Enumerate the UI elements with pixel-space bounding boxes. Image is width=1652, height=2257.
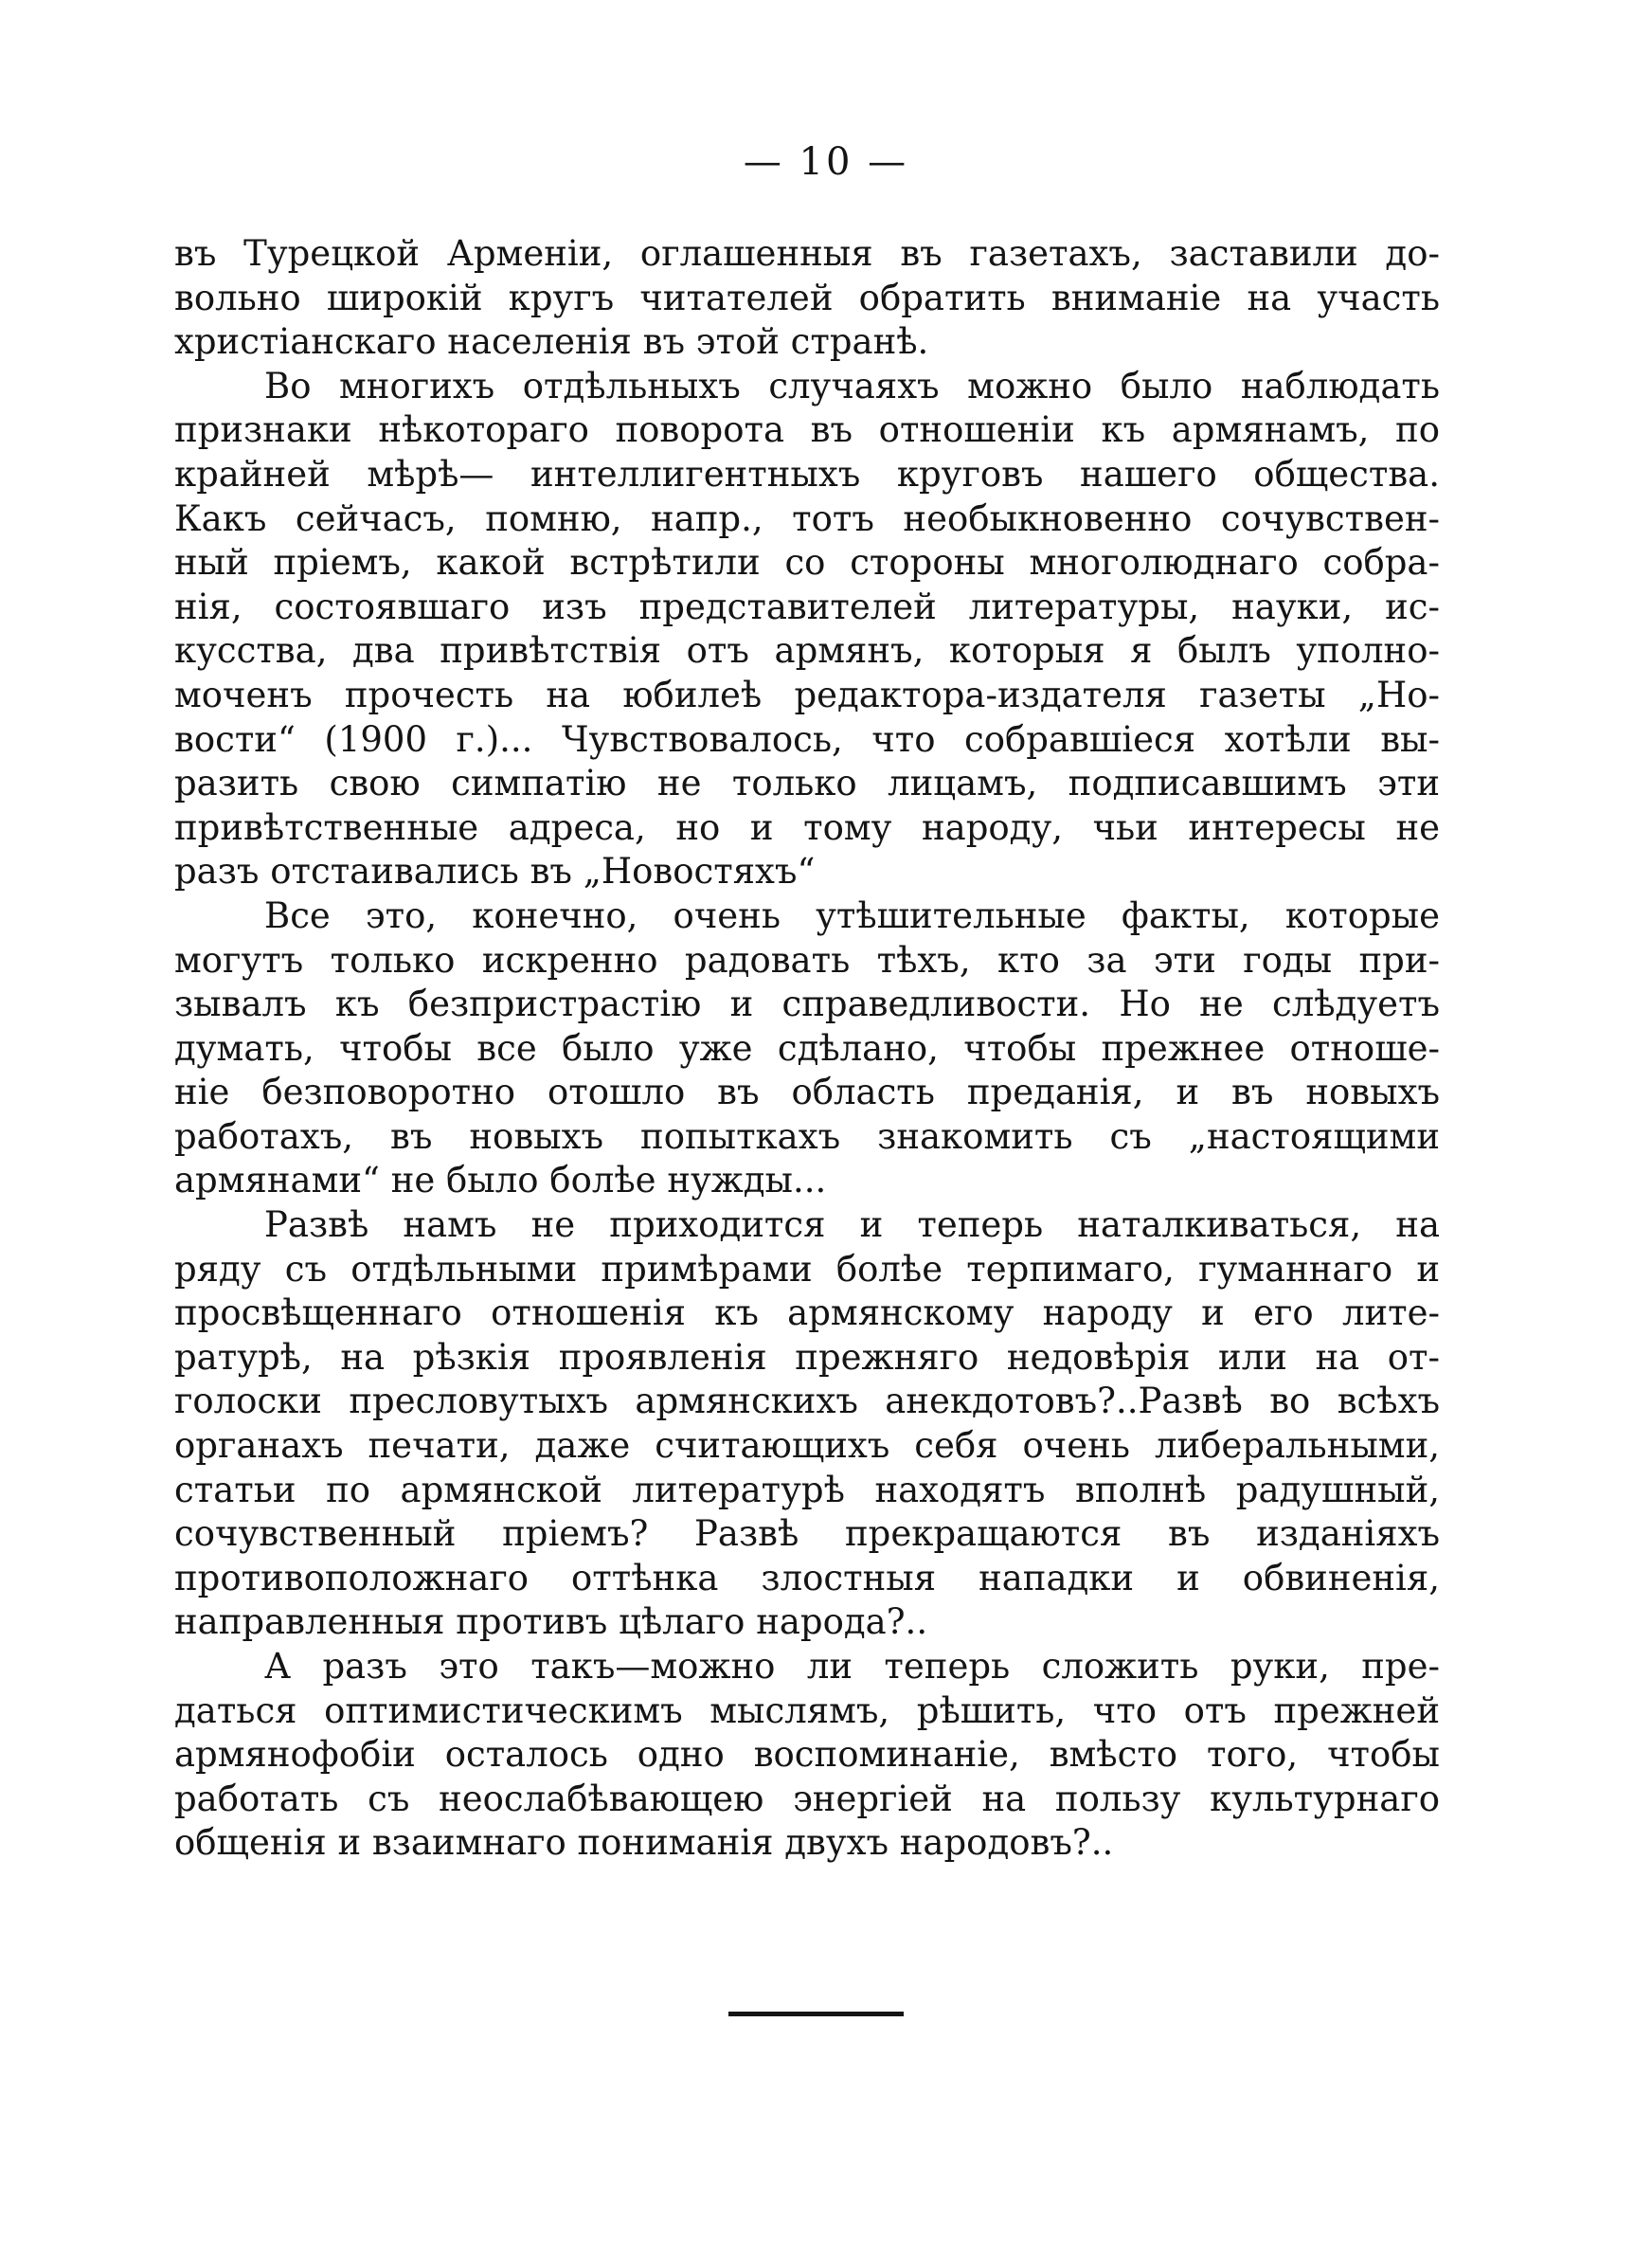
text-line: признаки нѣкотораго поворота въ отношеніи къ армянамъ, по xyxy=(174,409,1440,451)
paragraph-3 xyxy=(174,894,1440,1203)
text-line: ный пріемъ, какой встрѣтили со стороны многолюднаго собра- xyxy=(174,542,1440,584)
text-line: голоски пресловутыхъ армянскихъ анекдотовъ?..Развѣ во всѣхъ xyxy=(174,1381,1440,1422)
text-line: разъ отстаивались въ „Новостяхъ“ xyxy=(174,851,816,893)
text-line: просвѣщеннаго отношенія къ армянскому народу и его лите- xyxy=(174,1292,1440,1334)
text-line: крайней мѣрѣ— интеллигентныхъ круговъ нашего общества. xyxy=(174,453,1440,495)
text-line: кусства, два привѣтствія отъ армянъ, которыя я былъ уполно- xyxy=(174,630,1440,672)
text-line: общенія и взаимнаго пониманія двухъ народовъ?.. xyxy=(174,1822,1114,1864)
text-line: христіанскаго населенія въ этой странѣ. xyxy=(174,321,929,363)
text-line: направленныя противъ цѣлаго народа?.. xyxy=(174,1601,928,1643)
text-line: даться оптимистическимъ мыслямъ, рѣшить, что отъ прежней xyxy=(174,1689,1440,1731)
text-line: статьи по армянской литературѣ находятъ вполнѣ радушный, xyxy=(174,1469,1440,1510)
text-line: работахъ, въ новыхъ попыткахъ знакомить съ „настоящими xyxy=(174,1115,1440,1157)
text-line: Во многихъ отдѣльныхъ случаяхъ можно было наблюдать xyxy=(264,365,1440,406)
text-line: ратурѣ, на рѣзкія проявленія прежняго недовѣрія или на от- xyxy=(174,1336,1440,1378)
text-line: думать, чтобы все было уже сдѣлано, чтобы прежнее отноше- xyxy=(174,1027,1440,1069)
text-line: вости“ (1900 г.)... Чувствовалось, что собравшіеся хотѣли вы- xyxy=(174,718,1440,760)
text-line: Какъ сейчасъ, помню, напр., тотъ необыкновенно сочувствен- xyxy=(174,497,1440,539)
text-line: Все это, конечно, очень утѣшительные факты, которые xyxy=(264,894,1440,936)
paragraph-4 xyxy=(174,1203,1440,1645)
body-text xyxy=(174,232,1440,1866)
text-line: армянами“ не было болѣе нужды... xyxy=(174,1160,827,1201)
text-line: моченъ прочесть на юбилеѣ редактора-издателя газеты „Но- xyxy=(174,674,1440,715)
text-line: зывалъ къ безпристрастію и справедливости. Но не слѣдуетъ xyxy=(174,984,1440,1025)
paragraph-1 xyxy=(174,232,1440,365)
text-line: разить свою симпатію не только лицамъ, подписавшимъ эти xyxy=(174,763,1440,804)
text-line: противоположнаго оттѣнка злостныя нападки и обвиненія, xyxy=(174,1557,1440,1598)
text-line: ряду съ отдѣльными примѣрами болѣе терпимаго, гуманнаго и xyxy=(174,1248,1440,1290)
section-end-rule xyxy=(728,2012,904,2016)
text-line: могутъ только искренно радовать тѣхъ, кто за эти годы при- xyxy=(174,939,1440,981)
text-line: привѣтственные адреса, но и тому народу, чьи интересы не xyxy=(174,806,1440,848)
page-number: — 10 — xyxy=(743,140,909,184)
text-line: армянофобіи осталось одно воспоминаніе, вмѣсто того, чтобы xyxy=(174,1734,1440,1776)
text-line: органахъ печати, даже считающихъ себя очень либеральными, xyxy=(174,1425,1440,1467)
text-line: ніе безповоротно отошло въ область преданія, и въ новыхъ xyxy=(174,1072,1440,1113)
paragraph-5 xyxy=(174,1645,1440,1866)
text-line: А разъ это такъ—можно ли теперь сложить руки, пре- xyxy=(264,1646,1440,1687)
text-line: Развѣ намъ не приходится и теперь наталкиваться, на xyxy=(264,1204,1440,1246)
paragraph-2 xyxy=(174,365,1440,894)
text-line: работать съ неослабѣвающею энергіей на пользу культурнаго xyxy=(174,1778,1440,1819)
text-line: сочувственный пріемъ? Развѣ прекращаются въ изданіяхъ xyxy=(174,1513,1440,1555)
text-line: нія, состоявшаго изъ представителей литературы, науки, ис- xyxy=(174,586,1440,627)
text-line: въ Турецкой Арменіи, оглашенныя въ газетахъ, заставили до- xyxy=(174,233,1440,274)
text-line: вольно широкій кругъ читателей обратить вниманіе на участь xyxy=(174,277,1440,318)
